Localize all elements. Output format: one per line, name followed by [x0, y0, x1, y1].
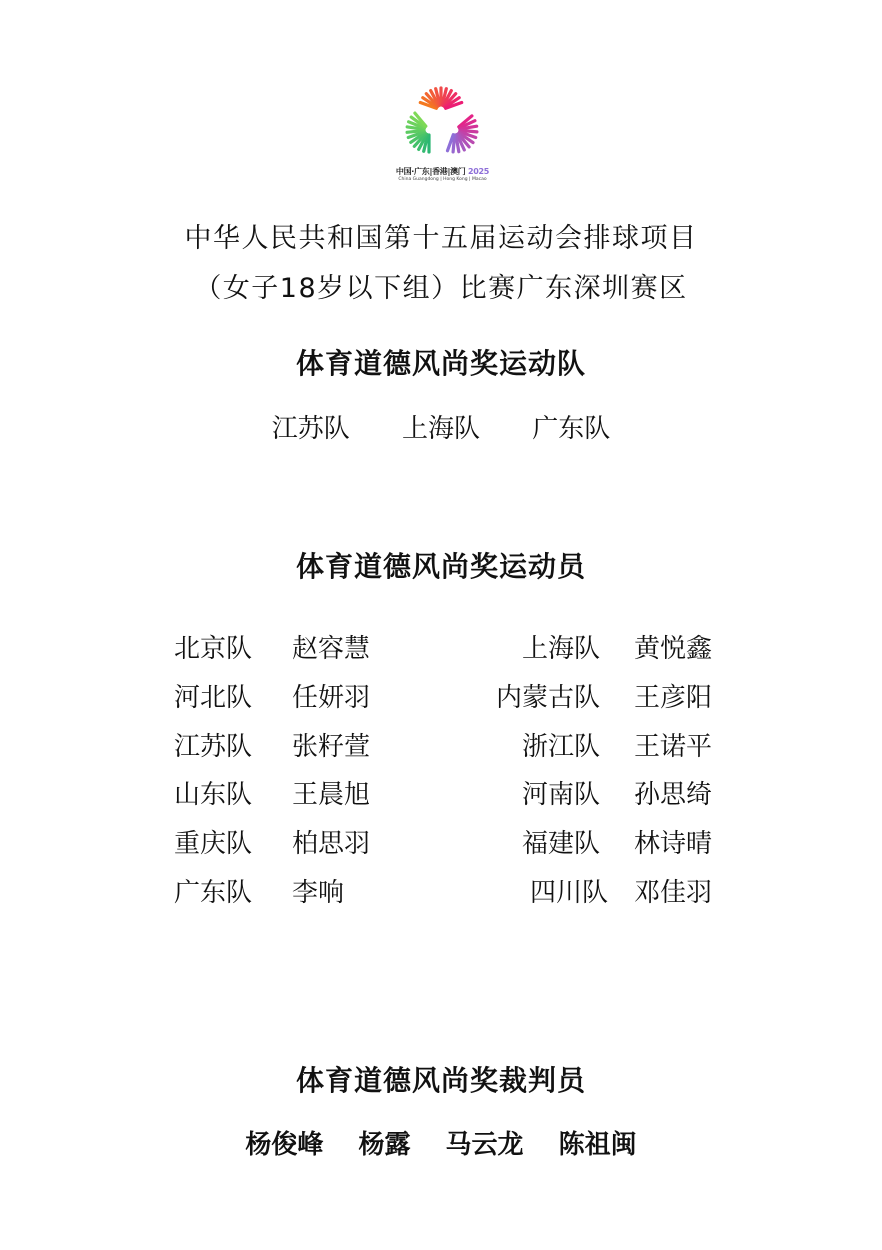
athlete-name: 林诗晴	[633, 829, 712, 859]
athlete-name: 邓佳羽	[633, 878, 712, 908]
referee-name: 马云龙	[445, 1130, 524, 1160]
athlete-name: 王彦阳	[633, 683, 712, 713]
document-title-line-1: 中华人民共和国第十五届运动会排球项目	[184, 223, 698, 254]
athlete-team: 重庆队	[174, 829, 253, 859]
athlete-entry	[174, 631, 370, 667]
athlete-name: 孙思绮	[633, 780, 712, 810]
logo-year: 2025	[468, 167, 490, 176]
athlete-name: 柏思羽	[292, 829, 371, 859]
athlete-team: 浙江队	[521, 732, 600, 762]
athlete-team: 内蒙古队	[495, 683, 600, 713]
athlete-entry	[522, 729, 712, 765]
athlete-name: 李响	[292, 878, 345, 908]
logo-host-en: China Guangdong | Hong Kong | Macao	[398, 177, 487, 182]
athlete-name: 赵容慧	[292, 634, 371, 664]
logo-host-label	[395, 166, 490, 177]
athlete-entry	[174, 826, 370, 862]
athlete-team: 广东队	[174, 878, 253, 908]
team-award-heading: 体育道德风尚奖运动队	[295, 347, 586, 380]
athlete-award-heading: 体育道德风尚奖运动员	[295, 550, 586, 583]
referee-name: 杨俊峰	[245, 1130, 324, 1160]
athlete-name: 王诺平	[633, 732, 712, 762]
athlete-entry	[530, 875, 712, 911]
athlete-team: 四川队	[529, 878, 608, 908]
document-title-line-2: （女子18岁以下组）比赛广东深圳赛区	[194, 273, 688, 304]
logo-host-cn: 中国·广东|香港|澳门	[395, 167, 466, 176]
athlete-name: 王晨旭	[292, 780, 371, 810]
athlete-entry	[522, 631, 712, 667]
athlete-entry	[522, 777, 712, 813]
athlete-team: 江苏队	[174, 732, 253, 762]
athlete-team: 福建队	[521, 829, 600, 859]
team-award-item: 上海队	[401, 414, 480, 444]
athlete-entry	[496, 680, 712, 716]
athlete-entry	[522, 826, 712, 862]
games-logo	[395, 80, 490, 185]
team-award-list	[0, 408, 882, 445]
emblem-petal	[407, 131, 424, 133]
referee-name: 杨露	[358, 1130, 411, 1160]
team-award-item: 广东队	[532, 414, 611, 444]
referee-award-heading: 体育道德风尚奖裁判员	[295, 1064, 586, 1097]
athlete-team: 河南队	[521, 780, 600, 810]
athlete-name: 张籽萱	[292, 732, 371, 762]
games-emblem-icon	[395, 80, 490, 164]
athlete-entry	[174, 680, 370, 716]
athlete-team: 北京队	[174, 634, 253, 664]
referee-award-list	[0, 1124, 882, 1161]
athlete-team: 山东队	[174, 780, 253, 810]
referee-name: 陈祖闽	[558, 1130, 637, 1160]
athlete-name: 任妍羽	[292, 683, 371, 713]
team-award-item: 江苏队	[271, 414, 350, 444]
athlete-team: 上海队	[521, 634, 600, 664]
athlete-name: 黄悦鑫	[633, 634, 712, 664]
athlete-team: 河北队	[174, 683, 253, 713]
athlete-entry	[174, 875, 344, 911]
athlete-entry	[174, 729, 370, 765]
athlete-entry	[174, 777, 370, 813]
